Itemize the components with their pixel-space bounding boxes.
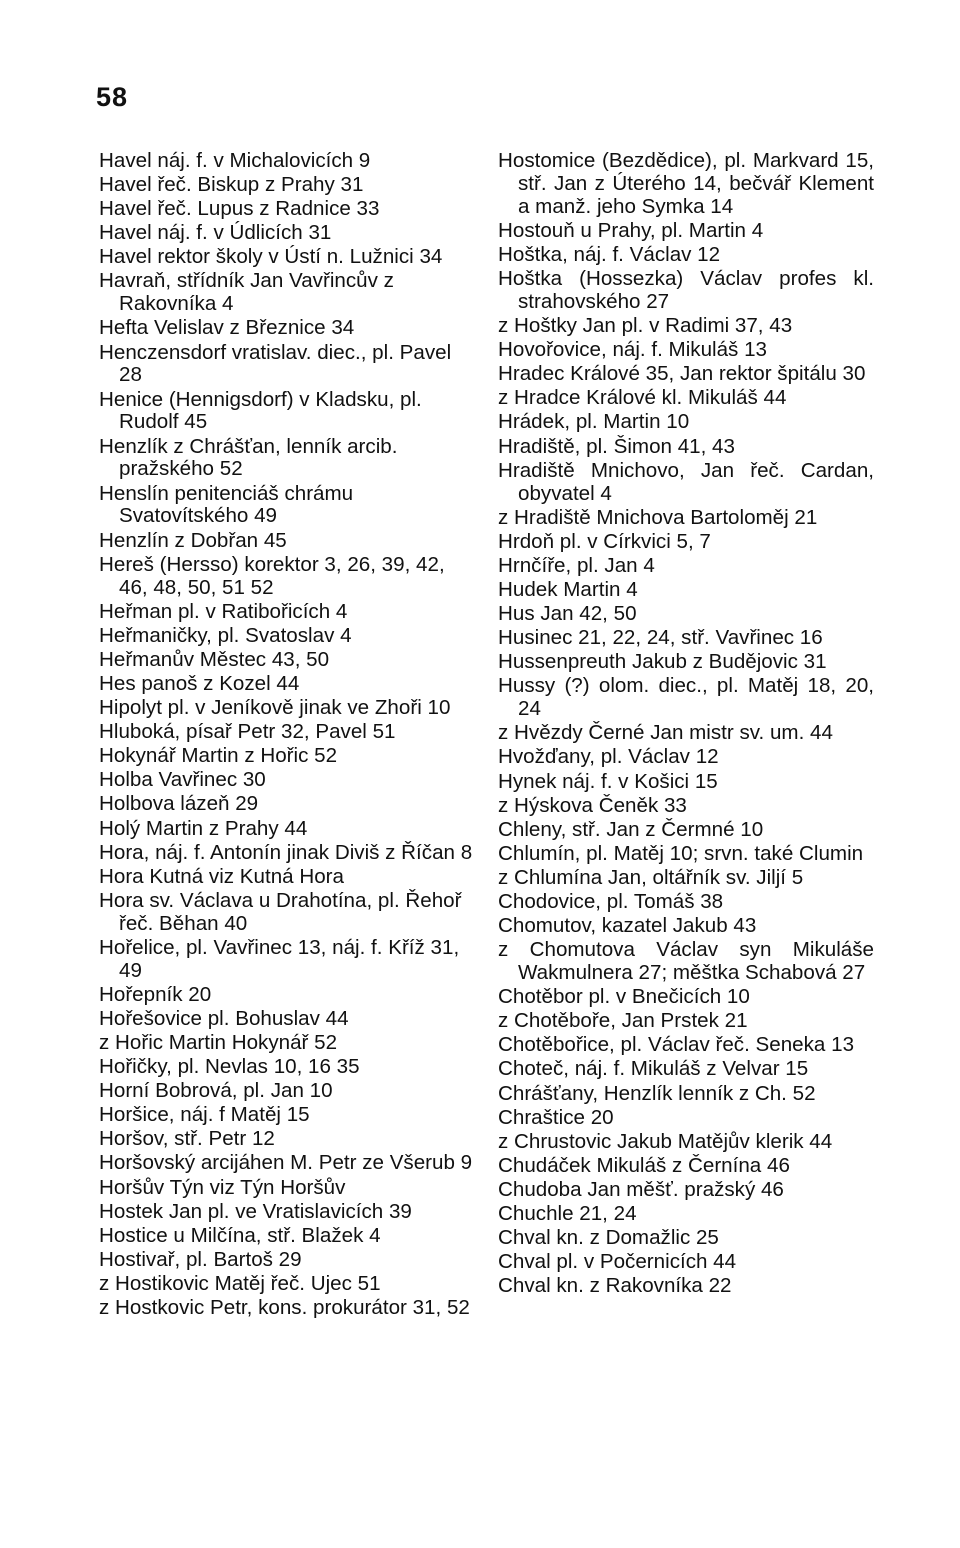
index-column-right [498,150,874,1299]
index-entry: Chudáček Mikuláš z Černína 46 [498,1153,790,1177]
index-entry: Horní Bobrová, pl. Jan 10 [99,1079,333,1103]
index-entry: Hora sv. Václava u Drahotína, pl. Řehoř řeč. Běhan 40 [99,888,462,935]
index-entry: Hluboká, písař Petr 32, Pavel 51 [99,720,396,744]
index-entry: Chval pl. v Počernicích 44 [498,1250,737,1274]
index-entry: Chudoba Jan měšť. pražský 46 [498,1177,784,1201]
index-entry: Hostek Jan pl. ve Vratislavicích 39 [99,1199,412,1223]
index-entry: Husinec 21, 22, 24, stř. Vavřinec 16 [498,626,823,650]
index-entry: z Chotěboře, Jan Prstek 21 [498,1009,748,1033]
index-entry: Hynek náj. f. v Košici 15 [498,769,718,793]
index-entry: z Hostikovic Matěj řeč. Ujec 51 [99,1271,381,1295]
index-entry: Hradiště Mnichovo, Jan řeč. Cardan, obyvatel 4 [498,458,874,505]
index-entry: z Chrustovic Jakub Matějův klerik 44 [498,1129,833,1153]
index-entry: Hussy (?) olom. diec., pl. Matěj 18, 20, 24 [498,674,874,721]
index-entry: Chlumín, pl. Matěj 10; srvn. také Clumin [498,841,864,865]
index-entry: Chraštice 20 [498,1105,614,1129]
index-entry: Havel řeč. Biskup z Prahy 31 [99,173,364,197]
index-entry: Henice (Hennigsdorf) v Kladsku, pl. Rudolf 45 [99,387,422,434]
index-entry: Holbova lázeň 29 [99,792,259,816]
index-entry: Horšův Týn viz Týn Horšův [99,1175,346,1199]
index-entry: Havraň, střídník Jan Vavřincův z Rakovníka 4 [99,269,394,316]
index-entry: Hostice u Milčína, stř. Blažek 4 [99,1223,381,1247]
index-entry: Hostivař, pl. Bartoš 29 [99,1247,302,1271]
index-entry: Hradiště, pl. Šimon 41, 43 [498,434,735,458]
index-entry: z Hradiště Mnichova Bartoloměj 21 [498,505,818,529]
index-entry: Hovořovice, náj. f. Mikuláš 13 [498,338,767,362]
index-entry: Chval kn. z Rakovníka 22 [498,1274,732,1298]
index-entry: Henzlík z Chrášťan, lenník arcib. pražského 52 [99,434,398,481]
index-entry: Hes panoš z Kozel 44 [99,671,300,695]
index-entry: Chrášťany, Henzlík lenník z Ch. 52 [498,1081,816,1105]
index-entry: z Chomutova Václav syn Mikuláše Wakmulnera 27; měštka Schabová 27 [498,938,874,985]
index-entry: z Hoštky Jan pl. v Radimi 37, 43 [498,314,793,338]
index-entry: Holba Vavřinec 30 [99,768,266,792]
index-entry: Hipolyt pl. v Jeníkově jinak ve Zhoři 10 [99,696,451,720]
index-entry: Havel náj. f. v Michalovicích 9 [99,149,371,172]
index-entry: Hořepník 20 [99,982,212,1006]
index-entry: z Hořic Martin Hokynář 52 [99,1030,338,1054]
index-entry: Chotěbor pl. v Bnečicích 10 [498,985,750,1009]
index-entry: Henslín penitenciáš chrámu Svatovítského 49 [99,481,354,528]
index-entry: z Hvězdy Černé Jan mistr sv. um. 44 [498,721,833,745]
index-entry: z Hýskova Čeněk 33 [498,793,687,817]
index-entry: Hoštka (Hossezka) Václav profes kl. strahovského 27 [498,267,874,313]
index-entry: Chleny, stř. Jan z Čermné 10 [498,817,764,841]
index-entry: Hus Jan 42, 50 [498,602,637,626]
index-entry: Heřmanův Městec 43, 50 [99,647,330,671]
index-entry: Chotěbořice, pl. Václav řeč. Seneka 13 [498,1033,855,1057]
index-entry: Chuchle 21, 24 [498,1202,637,1225]
index-entry: Hvožďany, pl. Václav 12 [498,745,719,769]
index-entry: Holý Martin z Prahy 44 [99,816,308,840]
index-entry: Henzlín z Dobřan 45 [99,528,287,552]
index-entry: Hudek Martin 4 [498,577,638,601]
page-number: 58 [96,82,129,112]
index-entry: Horšov, stř. Petr 12 [99,1127,275,1151]
index-entry: Chodovice, pl. Tomáš 38 [498,889,724,913]
index-entry: Hořičky, pl. Nevlas 10, 16 35 [99,1055,360,1079]
index-entry: Hořešovice pl. Bohuslav 44 [99,1006,349,1030]
index-entry: Hradec Králové 35, Jan rektor špitálu 30 [498,362,866,386]
index-entry: Horšovský arcijáhen M. Petr ze Všerub 9 [99,1151,473,1175]
index-entry: Choteč, náj. f. Mikuláš z Velvar 15 [498,1057,809,1081]
index-entry: Hrádek, pl. Martin 10 [498,410,690,434]
index-entry: Hostouň u Prahy, pl. Martin 4 [498,218,764,242]
index-entry: Hefta Velislav z Březnice 34 [99,316,355,340]
index-entry: z Chlumína Jan, oltářník sv. Jiljí 5 [498,865,804,889]
index-entry: Havel rektor školy v Ústí n. Lužnici 34 [99,245,443,269]
index-entry: Hrnčíře, pl. Jan 4 [498,553,655,577]
index-entry: Hussenpreuth Jakub z Budějovic 31 [498,650,827,674]
index-entry: Hereš (Hersso) korektor 3, 26, 39, 42, 46, 48, 50, 51 52 [99,552,445,599]
index-entry: Henczensdorf vratislav. diec., pl. Pavel 28 [99,340,452,387]
index-entry: z Hradce Králové kl. Mikuláš 44 [498,386,787,410]
index-entry: Heřmaničky, pl. Svatoslav 4 [99,623,352,647]
index-entry: z Hostkovic Petr, kons. prokurátor 31, 52 [99,1296,470,1319]
index-entry: Hostomice (Bezdědice), pl. Markvard 15, stř. Jan z Úterého 14, bečvář Klement a manž. jeho Symka 14 [498,149,874,218]
index-entry: Chomutov, kazatel Jakub 43 [498,914,757,938]
index-entry: Heřman pl. v Ratibořicích 4 [99,599,348,623]
index-entry: Horšice, náj. f Matěj 15 [99,1103,310,1127]
index-entry: Hrdoň pl. v Církvici 5, 7 [498,529,711,553]
index-entry: Hokynář Martin z Hořic 52 [99,744,338,768]
index-column-left [99,150,477,1321]
index-entry: Hora Kutná viz Kutná Hora [99,864,344,888]
index-entry: Havel řeč. Lupus z Radnice 33 [99,197,380,221]
index-entry: Hořelice, pl. Vavřinec 13, náj. f. Kříž 31, 49 [99,935,460,982]
index-entry: Chval kn. z Domažlic 25 [498,1226,719,1250]
index-entry: Hora, náj. f. Antonín jinak Diviš z Říčan 8 [99,840,473,864]
index-entry: Havel náj. f. v Údlicích 31 [99,221,332,245]
index-entry: Hoštka, náj. f. Václav 12 [498,243,721,266]
